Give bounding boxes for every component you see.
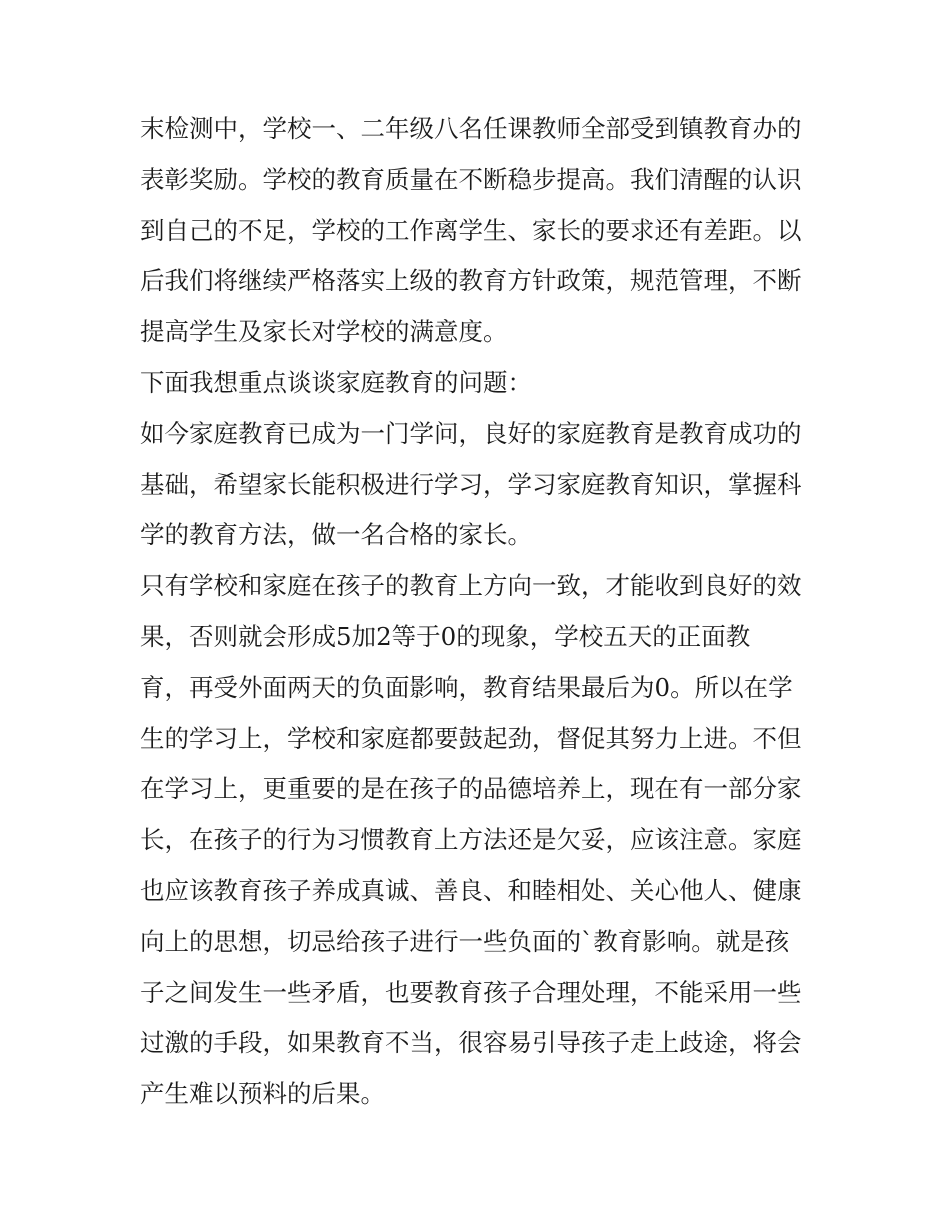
- text-line: 在学习上，更重要的是在孩子的品德培养上，现在有一部分家: [140, 774, 802, 804]
- text-line: 下面我想重点谈谈家庭教育的问题：: [140, 367, 532, 397]
- text-line: 后我们将继续严格落实上级的教育方针政策，规范管理，不断: [140, 266, 802, 296]
- text-line: 也应该教育孩子养成真诚、善良、和睦相处、关心他人、健康: [140, 875, 802, 905]
- text-line: 基础，希望家长能积极进行学习，学习家庭教育知识，掌握科: [140, 469, 802, 499]
- text-line: 产生难以预料的后果。: [140, 1079, 385, 1109]
- text-line: 过激的手段，如果教育不当，很容易引导孩子走上歧途，将会: [140, 1028, 802, 1058]
- text-line: 果，否则就会形成5加2等于0的现象，学校五天的正面教: [140, 621, 751, 651]
- text-line: 到自己的不足，学校的工作离学生、家长的要求还有差距。以: [140, 215, 802, 245]
- text-line: 长，在孩子的行为习惯教育上方法还是欠妥，应该注意。家庭: [140, 825, 802, 855]
- text-line: 提高学生及家长对学校的满意度。: [140, 317, 508, 347]
- body-text: [140, 104, 820, 1120]
- text-line: 生的学习上，学校和家庭都要鼓起劲，督促其努力上进。不但: [140, 723, 802, 753]
- text-line: 表彰奖励。学校的教育质量在不断稳步提高。我们清醒的认识: [140, 164, 802, 194]
- text-line: 末检测中，学校一、二年级八名任课教师全部受到镇教育办的: [140, 114, 802, 143]
- text-line: 向上的思想，切忌给孩子进行一些负面的`教育影响。就是孩: [140, 926, 790, 956]
- text-line: 如今家庭教育已成为一门学问，良好的家庭教育是教育成功的: [140, 418, 802, 448]
- text-line: 子之间发生一些矛盾，也要教育孩子合理处理，不能采用一些: [140, 977, 802, 1007]
- text-line: 育，再受外面两天的负面影响，教育结果最后为0。所以在学: [140, 672, 793, 702]
- text-line: 只有学校和家庭在孩子的教育上方向一致，才能收到良好的效: [140, 571, 802, 601]
- text-line: 学的教育方法，做一名合格的家长。: [140, 520, 532, 550]
